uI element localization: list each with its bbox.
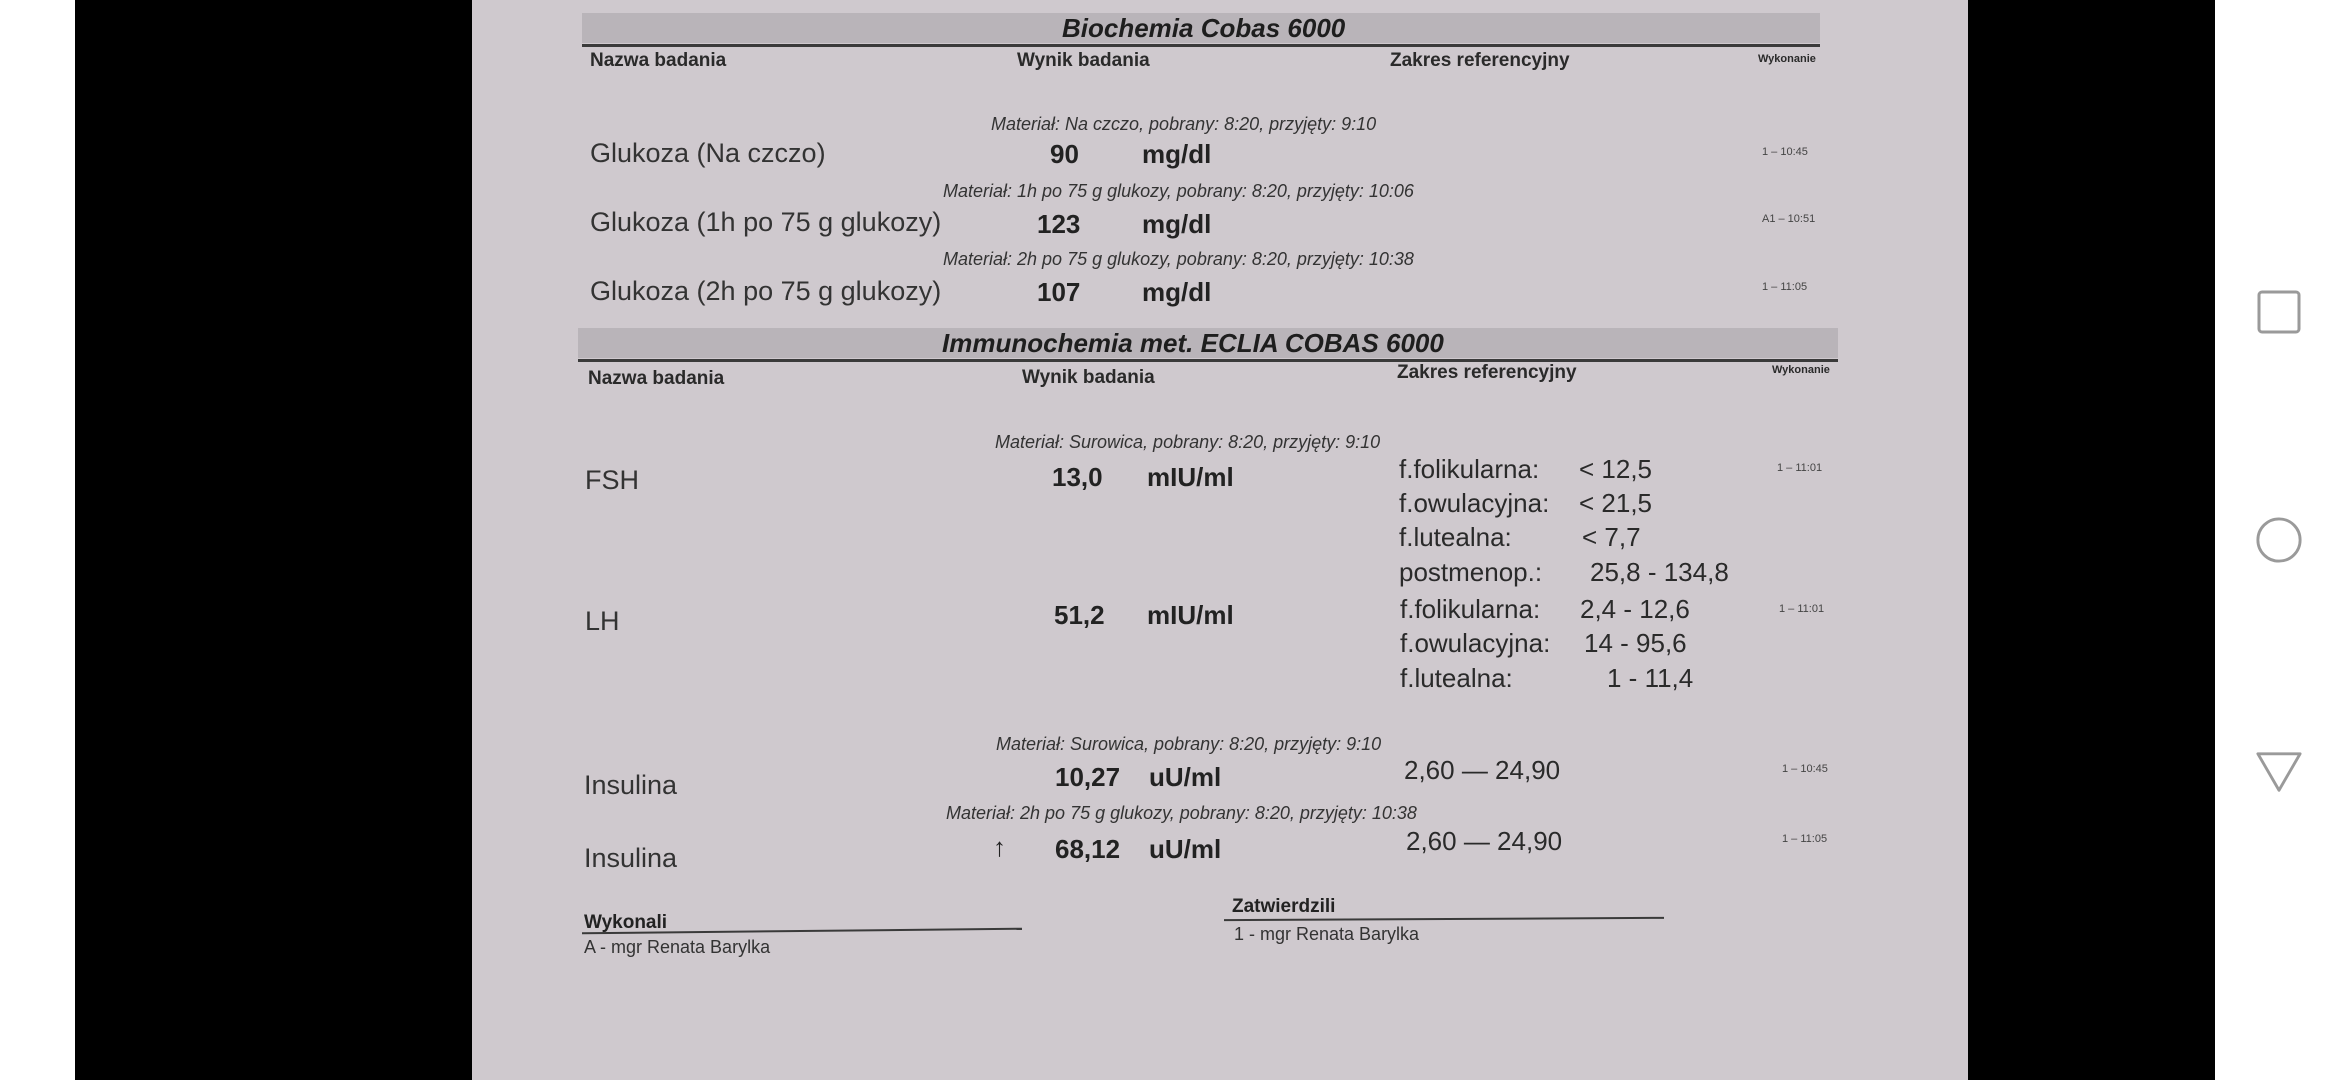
range-value: < 12,5: [1579, 454, 1653, 484]
col-header-range: Zakres referencyjny: [1390, 50, 1570, 71]
col-header-name: Nazwa badania: [588, 368, 725, 389]
android-nav-bar: [2215, 0, 2340, 1080]
range-label: f.owulacyjna:: [1399, 488, 1550, 518]
result-value: 107: [1037, 277, 1081, 307]
high-flag-arrow: ↑: [993, 832, 1006, 862]
signature-performed-name: A - mgr Renata Barylka: [584, 937, 771, 957]
col-header-result: Wynik badania: [1022, 367, 1155, 388]
result-value: 90: [1050, 139, 1079, 169]
result-value: 123: [1037, 209, 1081, 239]
range-value: 2,4 - 12,6: [1580, 594, 1690, 624]
test-name-lh: LH: [585, 606, 620, 636]
signature-approved-label: Zatwierdzili: [1232, 896, 1336, 917]
range-label: f.folikularna:: [1400, 594, 1541, 624]
result-value: 68,12: [1055, 834, 1121, 864]
test-name-insulin: Insulina: [584, 770, 678, 800]
lab-results-document: [472, 0, 1968, 1080]
col-header-exec: Wykonanie: [1772, 364, 1830, 376]
result-unit: mIU/ml: [1147, 462, 1234, 492]
exec-time: 1 – 10:45: [1782, 763, 1828, 775]
signature-approved-name: 1 - mgr Renata Barylka: [1234, 924, 1420, 944]
range-value: < 21,5: [1579, 488, 1653, 518]
range-value: < 7,7: [1582, 522, 1641, 552]
range-value: 1 - 11,4: [1607, 663, 1694, 693]
exec-time: 1 – 11:05: [1782, 833, 1828, 845]
range-label: f.owulacyjna:: [1400, 628, 1551, 658]
result-value: 51,2: [1054, 600, 1105, 630]
material-note: Materiał: Surowica, pobrany: 8:20, przyjęty: 9:10: [995, 432, 1381, 452]
range-label: f.lutealna:: [1399, 522, 1512, 552]
result-unit: mg/dl: [1142, 277, 1212, 307]
exec-time: 1 – 11:01: [1779, 603, 1825, 615]
exec-time: 1 – 11:01: [1777, 462, 1823, 474]
section-title-immuno: Immunochemia met. ECLIA COBAS 6000: [942, 328, 1444, 358]
result-value: 13,0: [1052, 462, 1103, 492]
col-header-exec: Wykonanie: [1758, 53, 1816, 65]
test-name: Glukoza (1h po 75 g glukozy): [590, 207, 942, 237]
divider: [582, 44, 1820, 47]
result-unit: mIU/ml: [1147, 600, 1234, 630]
section-title-biochem: Biochemia Cobas 6000: [1062, 13, 1346, 43]
material-note: Materiał: 1h po 75 g glukozy, pobrany: 8:20, przyjęty: 10:06: [943, 181, 1414, 201]
result-unit: uU/ml: [1149, 834, 1222, 864]
divider: [578, 359, 1838, 362]
material-note: Materiał: 2h po 75 g glukozy, pobrany: 8:20, przyjęty: 10:38: [943, 249, 1414, 269]
exec-time: 1 – 10:45: [1762, 146, 1808, 158]
col-header-result: Wynik badania: [1017, 50, 1150, 71]
result-unit: uU/ml: [1149, 762, 1222, 792]
range-value: 2,60 — 24,90: [1406, 826, 1563, 856]
result-unit: mg/dl: [1142, 209, 1212, 239]
recents-square-icon[interactable]: [2255, 288, 2303, 336]
range-label: postmenop.:: [1399, 557, 1543, 587]
col-header-range: Zakres referencyjny: [1397, 362, 1577, 383]
back-triangle-icon[interactable]: [2255, 748, 2303, 796]
signature-performed-label: Wykonali: [584, 912, 668, 933]
range-value: 25,8 - 134,8: [1590, 557, 1729, 587]
exec-time: 1 – 11:05: [1762, 281, 1808, 293]
material-note: Materiał: Surowica, pobrany: 8:20, przyjęty: 9:10: [996, 734, 1382, 754]
test-name: Glukoza (2h po 75 g glukozy): [590, 276, 942, 306]
result-unit: mg/dl: [1142, 139, 1212, 169]
test-name-fsh: FSH: [585, 465, 639, 495]
result-value: 10,27: [1055, 762, 1121, 792]
image-viewer: [75, 0, 2215, 1080]
range-value: 2,60 — 24,90: [1404, 755, 1561, 785]
test-name: Glukoza (Na czczo): [590, 138, 826, 168]
range-label: f.folikularna:: [1399, 454, 1540, 484]
range-value: 14 - 95,6: [1584, 628, 1687, 658]
test-name-insulin: Insulina: [584, 843, 678, 873]
home-circle-icon[interactable]: [2255, 516, 2303, 564]
col-header-name: Nazwa badania: [590, 50, 727, 71]
range-label: f.lutealna:: [1400, 663, 1513, 693]
exec-time: A1 – 10:51: [1762, 213, 1816, 225]
material-note: Materiał: 2h po 75 g glukozy, pobrany: 8:20, przyjęty: 10:38: [946, 803, 1417, 823]
material-note: Materiał: Na czczo, pobrany: 8:20, przyjęty: 9:10: [991, 114, 1377, 134]
